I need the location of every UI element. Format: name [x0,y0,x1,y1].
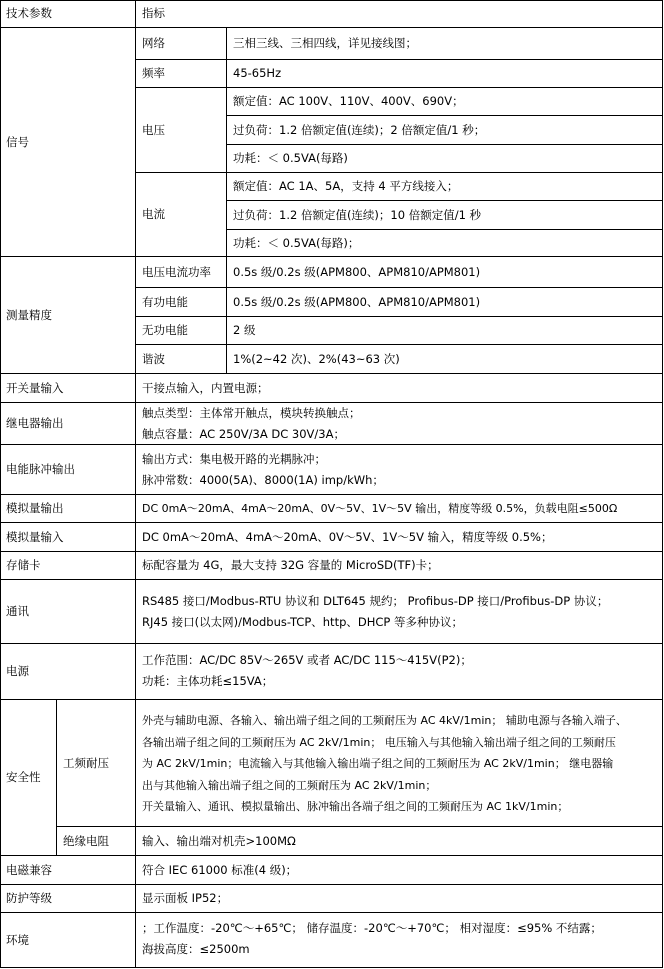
accuracy-label: 测量精度 [0,257,136,374]
storage-label: 存储卡 [0,552,136,580]
ao-value: DC 0mA～20mA、4mA～20mA、0V～5V、1V～5V 输出，精度等级 0.5%，负载电阻≤500Ω [136,495,663,523]
vip-value: 0.5s 级/0.2s 级(APM800、APM810/APM801) [227,257,663,288]
relay-value [136,403,663,445]
reactive-value: 2 级 [227,317,663,345]
withstand-line3: 为 AC 2kV/1min；电流输入与其他输入输出端子组之间的工频耐压为 AC 2kV/1min； 继电器输 [142,757,614,770]
pulse-line2: 脉冲常数：4000(5A)、8000(1A) imp/kWh； [142,473,384,487]
current-label: 电流 [136,173,227,257]
withstand-line1: 外壳与辅助电源、各输入、输出端子组之间的工频耐压为 AC 4kV/1min； 辅助电源与各输入端子、 [142,714,627,727]
header-param: 技术参数 [0,0,136,28]
comm-line1: RS485 接口/Modbus-RTU 协议和 DLT645 规约； Profibus-DP 接口/Profibus-DP 协议； [142,594,609,608]
withstand-line5: 开关量输入、通讯、模拟量输出、脉冲输出各端子组之间的工频耐压为 AC 1kV/1min； [142,800,569,813]
di-value: 干接点输入，内置电源； [136,374,663,403]
network-label: 网络 [136,28,227,60]
ao-label: 模拟量输出 [0,495,136,523]
frequency-label: 频率 [136,60,227,88]
withstand-label: 工频耐压 [57,700,136,827]
voltage-label: 电压 [136,88,227,173]
env-value [136,913,663,968]
relay-line2: 触点容量：AC 250V/3A DC 30V/3A； [142,427,345,441]
relay-label: 继电器输出 [0,403,136,445]
psu-line2: 功耗：主体功耗≤15VA； [142,674,274,688]
psu-value [136,644,663,700]
harmonic-value: 1%(2~42 次)、2%(43~63 次) [227,345,663,374]
current-rated: 额定值：AC 1A、5A，支持 4 平方线接入； [227,173,663,201]
comm-value [136,580,663,644]
psu-label: 电源 [0,644,136,700]
voltage-overload: 过负荷：1.2 倍额定值(连续)；2 倍额定值/1 秒； [227,116,663,145]
voltage-rated: 额定值：AC 100V、110V、400V、690V； [227,88,663,116]
ai-value: DC 0mA～20mA、4mA～20mA、0V～5V、1V～5V 输入，精度等级 0.5%； [136,523,663,552]
voltage-power: 功耗：＜ 0.5VA(每路) [227,145,663,173]
emc-value: 符合 IEC 61000 标准(4 级)； [136,856,663,885]
comm-label: 通讯 [0,580,136,644]
withstand-line2: 各输出端子组之间的工频耐压为 AC 2kV/1min； 电压输入与其他输入输出端子组之间的工频耐压 [142,735,616,749]
active-value: 0.5s 级/0.2s 级(APM800、APM810/APM801) [227,288,663,317]
withstand-value [136,700,663,827]
ai-label: 模拟量输入 [0,523,136,552]
active-label: 有功电能 [136,288,227,317]
psu-line1: 工作范围：AC/DC 85V～265V 或者 AC/DC 115～415V(P2)； [142,653,472,667]
safety-label: 安全性 [0,700,57,856]
current-overload: 过负荷：1.2 倍额定值(连续)；10 倍额定值/1 秒 [227,201,663,230]
pulse-line1: 输出方式：集电极开路的光耦脉冲； [142,452,326,466]
relay-line1: 触点类型：主体常开触点，模块转换触点； [142,406,361,420]
withstand-line4: 出与其他输入输出端子组之间的工频耐压为 AC 2kV/1min； [142,778,437,792]
header-index: 指标 [136,0,663,28]
harmonic-label: 谐波 [136,345,227,374]
storage-value: 标配容量为 4G，最大支持 32G 容量的 MicroSD(TF)卡； [136,552,663,580]
env-line1: ；工作温度：-20℃～+65℃； 储存温度：-20℃～+70℃； 相对湿度：≤95% 不结露； [142,921,602,935]
pulse-label: 电能脉冲输出 [0,445,136,495]
frequency-value: 45-65Hz [227,60,663,88]
signal-label: 信号 [0,28,136,257]
insulation-value: 输入、输出端对机壳>100MΩ [136,827,663,856]
env-line2: 海拔高度：≤2500m [142,942,250,956]
network-value: 三相三线、三相四线，详见接线图； [227,28,663,60]
ip-label: 防护等级 [0,885,136,913]
vip-label: 电压电流功率 [136,257,227,288]
comm-line2: RJ45 接口(以太网)/Modbus-TCP、http、DHCP 等多种协议； [142,615,463,629]
ip-value: 显示面板 IP52； [136,885,663,913]
env-label: 环境 [0,913,136,968]
current-power: 功耗：＜ 0.5VA(每路)； [227,230,663,257]
emc-label: 电磁兼容 [0,856,136,885]
reactive-label: 无功电能 [136,317,227,345]
di-label: 开关量输入 [0,374,136,403]
pulse-value [136,445,663,495]
insulation-label: 绝缘电阻 [57,827,136,856]
